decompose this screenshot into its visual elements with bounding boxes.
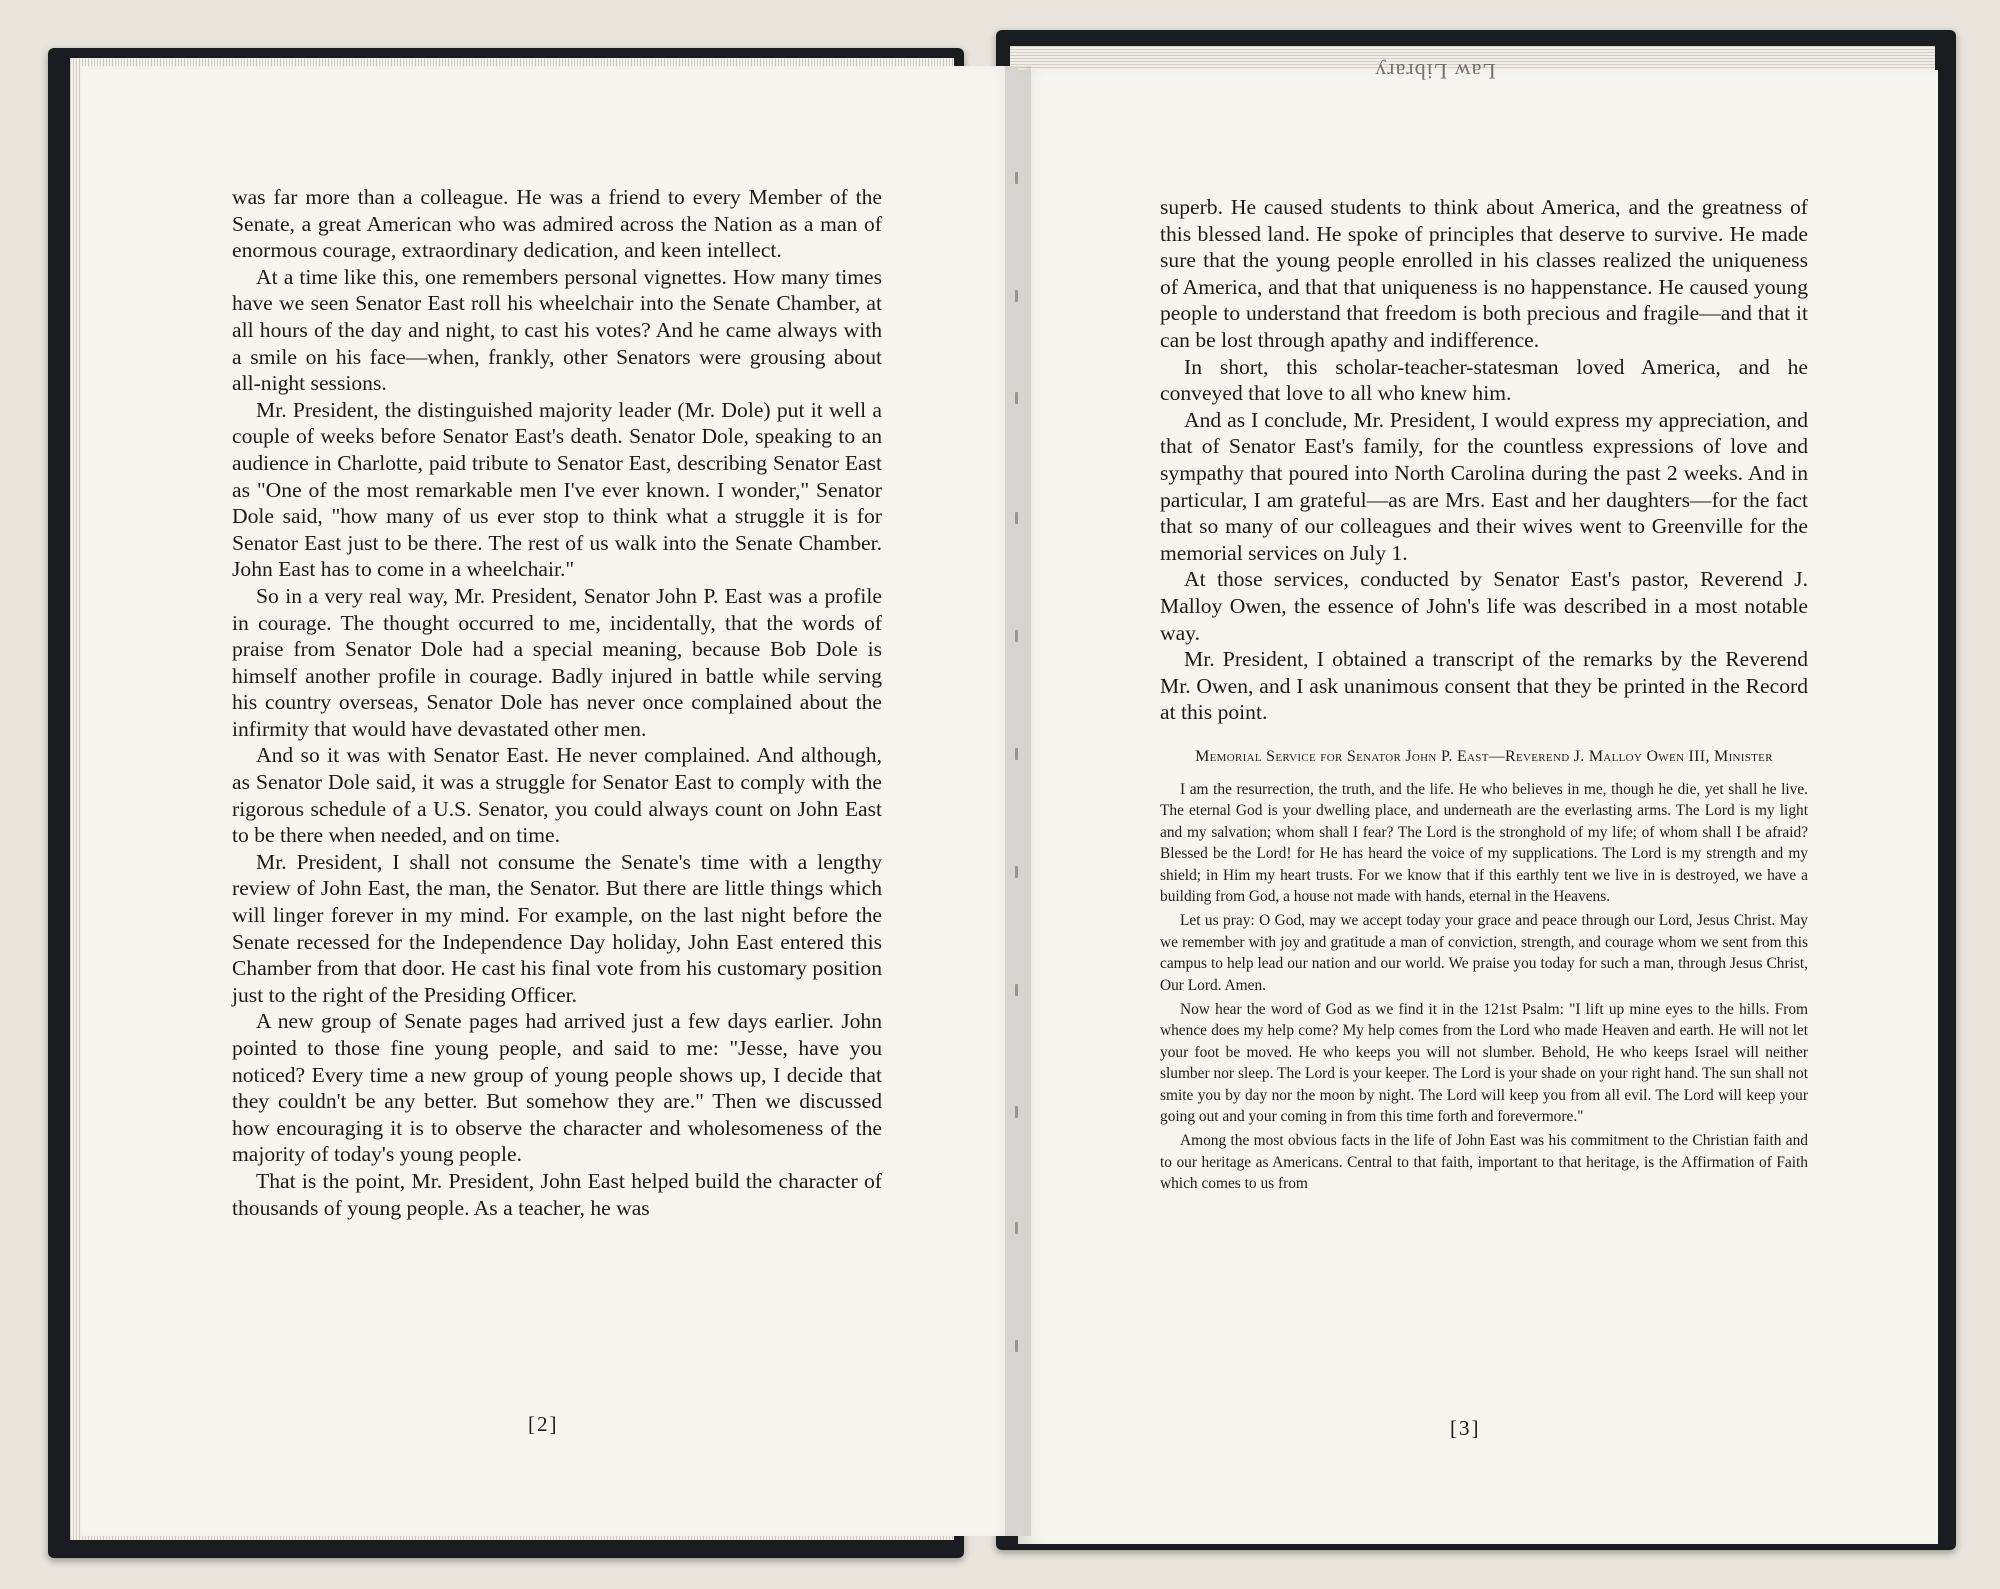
small-paragraph: Let us pray: O God, may we accept today your grace and peace through our Lord, Jesus Christ. May we remember with joy and gratitude a man of conviction, strength, and courage whom we sent from this campus to help lead our nation and our world. We praise you today for such a man, through Jesus Christ, Our Lord. Amen. (1160, 912, 1808, 994)
paragraph: was far more than a colleague. He was a friend to every Member of the Senate, a great American who was admired across the Nation as a man of enormous courage, extraordinary dedication, and keen intellect. (232, 185, 882, 263)
binding-stitch (1015, 172, 1018, 184)
paragraph: Mr. President, I obtained a transcript of the remarks by the Reverend Mr. Owen, and I ask unanimous consent that they be printed in the Record at this point. (1160, 647, 1808, 725)
paragraph: So in a very real way, Mr. President, Senator John P. East was a profile in courage. The thought occurred to me, incidentally, that the words of praise from Senator Dole had a special meaning, because Bob Dole is himself another profile in courage. Badly injured in battle while serving his country overseas, Senator Dole has never once complained about the infirmity that would have devastated other men. (232, 583, 882, 741)
right-text-column (1160, 194, 1808, 1198)
small-paragraph: Now hear the word of God as we find it in the 121st Psalm: "I lift up mine eyes to the hills. From whence does my help come? My help comes from the Lord who made Heaven and earth. He will not let your foot be moved. He who keeps you will not slumber. Behold, He who keeps Israel will neither slumber nor sleep. The Lord is your keeper. The Lord is your shade on your right hand. The sun shall not smite you by day nor the moon by night. The Lord will keep you from all evil. The Lord will keep your going out and your coming in from this time forth and forevermore." (1160, 1000, 1808, 1125)
paragraph: At a time like this, one remembers personal vignettes. How many times have we seen Senator East roll his wheelchair into the Senate Chamber, at all hours of the day and night, to cast his votes? And he came always with a smile on his face—when, frankly, other Senators were grousing about all-night sessions. (232, 264, 882, 396)
binding-stitch (1015, 392, 1018, 404)
paragraph: superb. He caused students to think about America, and the greatness of this blessed land. He spoke of principles that deserve to survive. He made sure that the young people enrolled in his classes realized the uniqueness of America, and that that uniqueness is no happenstance. He caused young people to understand that freedom is both precious and fragile—and that it can be lost through apathy and indifference. (1160, 195, 1808, 352)
page-number: [2] (528, 1412, 559, 1436)
binding-stitch (1015, 866, 1018, 878)
paragraph: A new group of Senate pages had arrived just a few days earlier. John pointed to those fine young people, and said to me: "Jesse, have you noticed? Every time a new group of young people shows up, I decide that they couldn't be any better. But somehow they are." Then we discussed how encouraging it is to observe the character and wholesomeness of the majority of today's young people. (232, 1009, 882, 1167)
paragraph: And so it was with Senator East. He never complained. And although, as Senator Dole said, it was a struggle for Senator East to comply with the rigorous schedule of a U.S. Senator, you could always count on John East to be there when needed, and on time. (232, 743, 882, 848)
left-text-column (232, 184, 882, 1221)
paragraph: Mr. President, the distinguished majority leader (Mr. Dole) put it well a couple of weeks before Senator East's death. Senator Dole, speaking to an audience in Charlotte, paid tribute to Senator East, describing Senator East as "One of the most remarkable men I've ever known. I wonder," Senator Dole said, "how many of us ever stop to think what a struggle it is for Senator East just to be there. The rest of us walk into the Senate Chamber. John East has to come in a wheelchair." (232, 397, 882, 582)
paragraph: In short, this scholar-teacher-statesman loved America, and he conveyed that love to all who knew him. (1160, 354, 1808, 406)
small-paragraph: Among the most obvious facts in the life of John East was his commitment to the Christian faith and to our heritage as Americans. Central to that faith, important to that heritage, is the Affirmation of Faith which comes to us from (1160, 1132, 1808, 1193)
binding-stitch (1015, 984, 1018, 996)
edge-stamp: Law Library (1374, 59, 1496, 84)
paragraph: And as I conclude, Mr. President, I would express my appreciation, and that of Senator East's family, for the countless expressions of love and sympathy that poured into North Carolina during the past 2 weeks. And in particular, I am grateful—as are Mrs. East and her daughters—for the fact that so many of our colleagues and their wives went to Greenville for the memorial services on July 1. (1160, 407, 1808, 565)
binding-stitch (1015, 748, 1018, 760)
binding-stitch (1015, 1222, 1018, 1234)
small-paragraph: I am the resurrection, the truth, and the life. He who believes in me, though he die, yet shall he live. The eternal God is your dwelling place, and underneath are the everlasting arms. The Lord is my light and my salvation; whom shall I fear? The Lord is the stronghold of my life; of whom shall I be afraid? Blessed be the Lord! for He has heard the voice of my supplications. The Lord is my strength and my shield; in Him my heart trusts. For we know that if this earthly tent we live in is destroyed, we have a building from God, a house not made with hands, eternal in the Heavens. (1160, 780, 1808, 905)
binding-stitch (1015, 1106, 1018, 1118)
binding-stitch (1015, 290, 1018, 302)
paragraph: At those services, conducted by Senator East's pastor, Reverend J. Malloy Owen, the essence of John's life was described in a most notable way. (1160, 567, 1808, 645)
section-heading: Memorial Service for Senator John P. East—Reverend J. Malloy Owen III, Minister (1195, 747, 1773, 765)
binding-stitch (1015, 630, 1018, 642)
binding-stitch (1015, 1340, 1018, 1352)
paragraph: Mr. President, I shall not consume the Senate's time with a lengthy review of John East, the man, the Senator. But there are little things which will linger forever in my mind. For example, on the last night before the Senate recessed for the Independence Day holiday, John East entered this Chamber from that door. He cast his final vote from his customary position just to the right of the Presiding Officer. (232, 849, 882, 1007)
binding-stitch (1015, 512, 1018, 524)
page-number: [3] (1450, 1416, 1481, 1440)
book-gutter (1005, 66, 1031, 1536)
paragraph: That is the point, Mr. President, John East helped build the character of thousands of young people. As a teacher, he was (232, 1168, 882, 1220)
